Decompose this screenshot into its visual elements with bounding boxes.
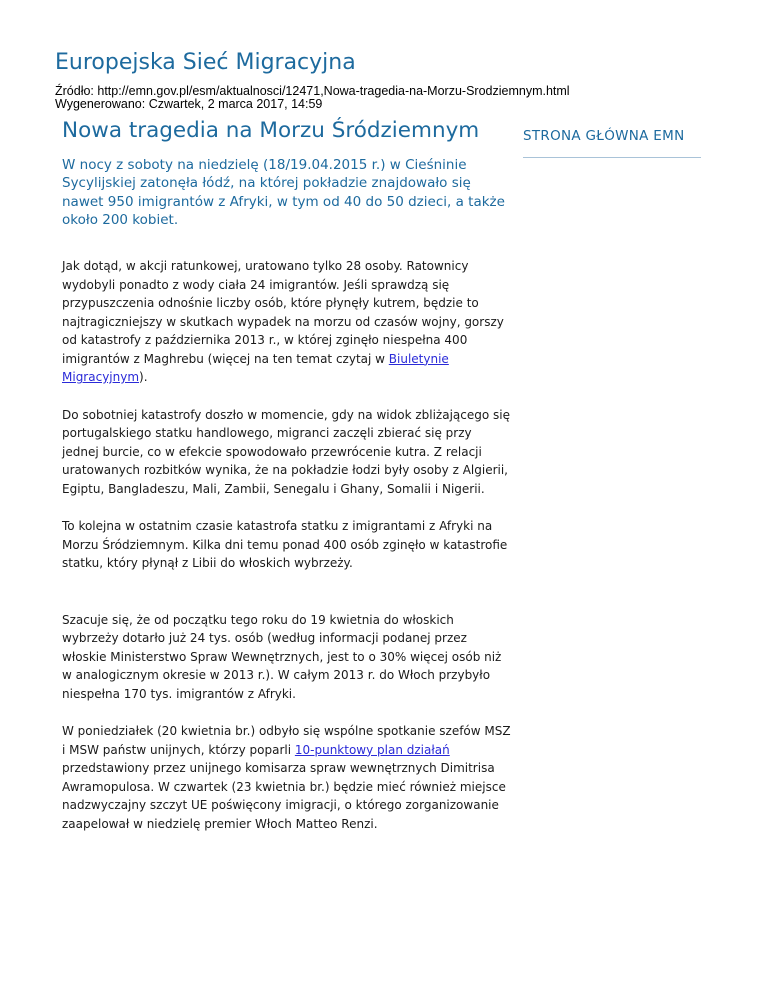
document-meta (55, 85, 570, 111)
biuletyn-link[interactable]: Biuletynie Migracyjnym (62, 351, 449, 385)
article (62, 116, 512, 833)
paragraph: To kolejna w ostatnim czasie katastrofa statku z imigrantami z Afryki na Morzu Śródziemnym. Kilka dni temu ponad 400 osób zginęło w katastrofie statku, który płynął z Libii do włoskich wybrzeży. (62, 519, 508, 571)
paragraph: Szacuje się, że od początku tego roku do 19 kwietnia do włoskich wybrzeży dotarło już 24 tys. osób (według informacji podanej przez włoskie Ministerstwo Spraw Wewnętrznych, jest to o 30% więcej osób niż w analogicznym okresie w 2013 r.). W całym 2013 r. do Włoch przybyło niespełna 170 tys. imigrantów z Afryki. (62, 612, 502, 701)
article-lead: W nocy z soboty na niedzielę (18/19.04.2015 r.) w Cieśninie Sycylijskiej zatonęła łódź, na której pokładzie znajdowało się nawet 950 imigrantów z Afryki, w tym od 40 do 50 dzieci, a także około 200 kobiet. (62, 157, 505, 228)
paragraph (62, 722, 512, 833)
action-plan-link[interactable]: 10-punktowy plan działań (294, 742, 450, 757)
emn-home-link[interactable]: STRONA GŁÓWNA EMN (523, 128, 685, 144)
sidebar (523, 128, 701, 158)
site-title: Europejska Sieć Migracyjna (55, 50, 356, 75)
paragraph-text: W poniedziałek (20 kwietnia br.) odbyło się wspólne spotkanie szefów MSZ i MSW państw unijnych, którzy poparli (62, 724, 511, 757)
paragraph: Do sobotniej katastrofy doszło w momencie, gdy na widok zbliżającego się portugalskiego statku handlowego, migranci zaczęli zbierać się przy jednej burcie, co w efekcie spowodowało przewrócenie kutra. Z relacji uratowanych rozbitków wynika, że na pokładzie łodzi były osoby z Algierii, Egiptu, Bangladeszu, Mali, Zambii, Senegalu i Ghany, Somalii i Nigerii. (62, 407, 510, 496)
paragraph-text: ). (139, 370, 148, 385)
article-title: Nowa tragedia na Morzu Śródziemnym (62, 118, 480, 143)
paragraph (62, 257, 512, 387)
generated-date: Wygenerowano: Czwartek, 2 marca 2017, 14:59 (55, 97, 323, 111)
paragraph-text: przedstawiony przez unijnego komisarza spraw wewnętrznych Dimitrisa Awramopulosa. W czwartek (23 kwietnia br.) będzie mieć również miejsce nadzwyczajny szczyt UE poświęcony imigracji, o którego zorganizowanie zaapelował w niedzielę premier Włoch Matteo Renzi. (62, 761, 506, 831)
paragraph-text: Jak dotąd, w akcji ratunkowej, uratowano tylko 28 osoby. Ratownicy wydobyli ponadto z wody ciała 24 imigrantów. Jeśli sprawdzą się przypuszczenia odnośnie liczby osób, które płynęły kutrem, będzie to najtragiczniejszy w skutkach wypadek na morzu od czasów wojny, gorszy od katastrofy z października 2013 r., w której zginęło niespełna 400 imigrantów z Maghrebu (więcej na ten temat czytaj w (62, 259, 504, 366)
sidebar-divider (523, 157, 701, 158)
source-url: Źródło: http://emn.gov.pl/esm/aktualnosci/12471,Nowa-tragedia-na-Morzu-Srodziemnym.html (55, 84, 570, 98)
